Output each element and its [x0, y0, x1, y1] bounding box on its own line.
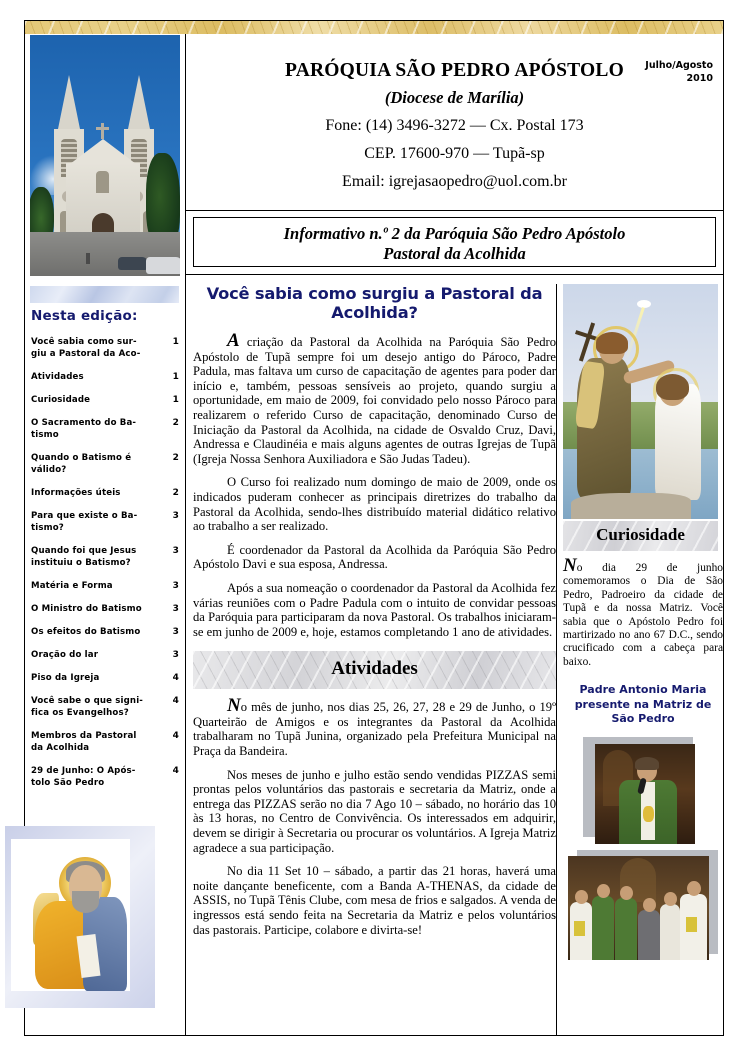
- left-spire: [58, 75, 80, 129]
- toc-header-band: [30, 286, 179, 303]
- toc-heading: Nesta edição:: [31, 308, 138, 324]
- jesus-hair: [656, 374, 689, 400]
- facade-cross-post: [101, 123, 104, 139]
- toc-entry[interactable]: [31, 626, 181, 638]
- group-photo: [563, 850, 718, 962]
- curiosidade-paragraph: [563, 555, 723, 669]
- dropcap-a: A: [227, 330, 240, 351]
- issue-month: Julho/Agosto: [645, 60, 713, 71]
- masthead: [186, 34, 723, 207]
- toc-entry-label: Quando foi que Jesus instituiu o Batismo?: [31, 546, 137, 568]
- article-title: Você sabia como surgiu a Pastoral da Acolhida?: [206, 284, 543, 322]
- toc-entry[interactable]: [31, 417, 181, 441]
- atividades-paragraph-1: [193, 695, 556, 759]
- ihs-emblem: [643, 806, 654, 822]
- toc-entry[interactable]: [31, 510, 181, 534]
- person-1-head: [575, 890, 588, 904]
- atividades-paragraph-3: No dia 11 Set 10 – sábado, a partir das 21 horas, haverá uma noite dançante beneficente, com a Banda A-THENAS, da cidade de ASSIS, no Tupã Tênis Clube, com mesa de frios e salgados. A venda de ingressos está sendo feita na Secretaria da Matriz e pelos voluntários das pastorais. Participe, colabore e divirta-se!: [193, 864, 556, 937]
- contact-cep-line: CEP. 17600-970 — Tupã-sp: [364, 145, 545, 162]
- toc-entry-label: Quando o Batismo é válido?: [31, 453, 132, 475]
- main-column: [193, 284, 556, 946]
- toc-entry[interactable]: [31, 730, 181, 754]
- photo-caption: Padre Antonio Maria presente na Matriz de São Pedro: [574, 683, 712, 726]
- priest-photo: [563, 737, 718, 844]
- toc-entry-label: Oração do lar: [31, 650, 99, 660]
- person-5-head: [664, 892, 677, 906]
- toc-entry[interactable]: [31, 695, 181, 719]
- group-photo-image: [568, 856, 709, 960]
- toc-entry-page: 2: [172, 488, 179, 498]
- toc-entry-page: 3: [172, 627, 179, 637]
- toc-entry-page: 1: [172, 372, 179, 382]
- saint-peter-photo: [5, 826, 155, 1008]
- riverbank-rock: [571, 493, 691, 519]
- section-title-atividades: Atividades: [331, 658, 418, 680]
- toc-entry-page: 3: [172, 604, 179, 614]
- issue-banner-line2: Pastoral da Acolhida: [383, 244, 526, 263]
- person-6-head: [687, 881, 701, 896]
- toc-entry-label: O Ministro do Batismo: [31, 604, 142, 614]
- toc-entry-page: 1: [172, 395, 179, 405]
- toc-entry-label: Informações úteis: [31, 488, 121, 498]
- toc-entry-page: 4: [172, 731, 179, 741]
- masthead-rule: [186, 210, 723, 211]
- shirt-logo-2: [686, 917, 697, 932]
- priest-hair: [635, 757, 659, 770]
- toc-entry-page: 4: [172, 696, 179, 706]
- right-column-divider: [556, 284, 557, 1035]
- toc-entry-page: 3: [172, 581, 179, 591]
- toc-entry[interactable]: [31, 672, 181, 684]
- toc-entry-page: 3: [172, 511, 179, 521]
- shirt-logo-1: [574, 921, 585, 936]
- car-white: [146, 257, 180, 274]
- dropcap-n-curiosidade: N: [563, 555, 577, 576]
- toc-entry[interactable]: [31, 649, 181, 661]
- article-paragraph-1-text: criação da Pastoral da Acolhida na Paróquia São Pedro Apóstolo de Tupã sempre foi um desejo antigo do Pároco, Padre Padula, mas faltava um curso de capacitação de agentes para poder dar início e, também, pessoas sensíveis ao projeto, quando surgiu a oportunidade, em maio de 2009, foi convidado pelo nosso Pároco para realizarem o referido Curso de capacitação, denominado Curso de Iniciação da Pastoral da Acolhida, na cidade de Osvaldo Cruz, Davi, Andressa e Claudinéia e mais alguns agentes de outras Igrejas de Tupã (Igreja Nossa Senhora Auxiliadora e São Judas Tadeu).: [193, 335, 556, 466]
- toc-entry-label: Piso da Igreja: [31, 673, 100, 683]
- person-3-head: [620, 886, 633, 900]
- toc-entry-label: O Sacramento do Ba- tismo: [31, 418, 137, 440]
- right-spire: [128, 75, 150, 129]
- toc-entry-label: Matéria e Forma: [31, 581, 113, 591]
- person-4-head: [643, 898, 656, 912]
- issue-date: [645, 59, 713, 85]
- church-photo: [30, 35, 180, 276]
- toc-entry-label: Você sabe o que signi- fica os Evangelhos?: [31, 696, 144, 718]
- section-header-curiosidade: [563, 521, 718, 551]
- contact-phone-line: Fone: (14) 3496-3272 — Cx. Postal 173: [325, 117, 584, 134]
- section-header-atividades: [193, 651, 556, 689]
- toc-entry-page: 1: [172, 337, 179, 347]
- issue-year: 2010: [686, 73, 713, 84]
- toc-entry[interactable]: [31, 580, 181, 592]
- parish-title: PARÓQUIA SÃO PEDRO APÓSTOLO: [285, 60, 624, 81]
- section-title-curiosidade: Curiosidade: [596, 525, 685, 544]
- priest-photo-image: [595, 744, 695, 844]
- toc-entry-label: Você sabia como sur- giu a Pastoral da Aco-: [31, 337, 141, 359]
- person-2-head: [597, 884, 610, 898]
- toc-list: [31, 336, 181, 800]
- article-paragraph-3: É coordenador da Pastoral da Acolhida da Paróquia São Pedro Apóstolo Davi e sua esposa, Andressa.: [193, 542, 556, 572]
- toc-entry-label: Curiosidade: [31, 395, 91, 405]
- toc-entry[interactable]: [31, 452, 181, 476]
- curiosidade-paragraph-text: o dia 29 de junho comemoramos o Dia de São Pedro, Padroeiro da cidade de Tupã e da nossa Matriz. Você sabia que o Apóstolo Pedro foi martirizado no ano 67 D.C., sendo crucificado com a cabeça para baixo.: [563, 562, 723, 668]
- john-hair: [596, 332, 628, 354]
- toc-entry-page: 4: [172, 766, 179, 776]
- toc-entry[interactable]: [31, 394, 181, 406]
- toc-entry-label: Para que existe o Ba- tismo?: [31, 511, 138, 533]
- saint-peter-icon-image: [11, 839, 130, 991]
- banner-rule: [186, 274, 723, 275]
- toc-entry[interactable]: [31, 371, 181, 383]
- dropcap-n: N: [227, 695, 241, 717]
- facade-cross-arm: [96, 127, 109, 130]
- issue-banner-line1: Informativo n.º 2 da Paróquia São Pedro Apóstolo: [283, 224, 626, 243]
- car-dark: [118, 257, 148, 270]
- issue-banner-text: [194, 224, 715, 264]
- atividades-paragraph-2: Nos meses de junho e julho estão sendo vendidas PIZZAS semi prontas pelos voluntários das pastorais e secretaria da Matriz, onde a entrega das PIZZAS serão no dia 7 Ago 10 – sábado, no horário das 10 às 13 horas, no Centro de Convivência. Os interessados em adquirir, devem se dirigir à Secretaria ou procurar os voluntários. A Igreja Matriz agradece a sua participação.: [193, 767, 556, 855]
- toc-entry[interactable]: [31, 603, 181, 615]
- facade-window: [96, 171, 109, 193]
- article-paragraph-2: O Curso foi realizado num domingo de maio de 2009, onde os indicados puderam conhecer as principais diretrizes do trabalho da Pastoral da Acolhida, sendo-lhes distribuído material didático relativo ao trabalho a ser realizado.: [193, 475, 556, 534]
- atividades-paragraph-1-text: o mês de junho, nos dias 25, 26, 27, 28 e 29 de Junho, o 19º Quarteirão de Amigos e os integrantes da Pastoral da Acolhida trabalharam no Tupã Junina, organizado pela Prefeitura Municipal na Praça da Bandeira.: [193, 700, 556, 759]
- toc-entry[interactable]: [31, 765, 181, 789]
- right-column: [563, 284, 723, 962]
- toc-entry-label: Atividades: [31, 372, 84, 382]
- toc-entry-label: Membros da Pastoral da Acolhida: [31, 731, 137, 753]
- person-4: [638, 910, 660, 960]
- toc-entry-page: 2: [172, 453, 179, 463]
- toc-entry[interactable]: [31, 336, 181, 360]
- person-figure: [86, 253, 90, 264]
- article-paragraph-4: Após a sua nomeação o coordenador da Pastoral da Acolhida fez várias reuniões com o Padre Padula com o intuito de convidar pessoas da Paróquia para participaram da nova Pastoral. Os trabalhos iniciaram-se em junho de 2009 e, hoje, estamos completando 1 ano de atividades.: [193, 580, 556, 639]
- person-3: [615, 898, 637, 960]
- person-5: [660, 904, 680, 960]
- issue-banner: [193, 217, 716, 267]
- toc-entry-page: 4: [172, 673, 179, 683]
- baptism-image: [563, 284, 718, 519]
- beard: [72, 891, 99, 913]
- toc-entry[interactable]: [31, 545, 181, 569]
- toc-entry-page: 3: [172, 650, 179, 660]
- diocese-subtitle: (Diocese de Marília): [384, 88, 525, 107]
- gold-decorative-band: [25, 21, 723, 34]
- contact-email-line: Email: igrejasaopedro@uol.com.br: [342, 173, 567, 190]
- toc-entry[interactable]: [31, 487, 181, 499]
- toc-entry-page: 3: [172, 546, 179, 556]
- article-paragraph-1: [193, 330, 556, 466]
- toc-entry-page: 2: [172, 418, 179, 428]
- person-2: [592, 896, 614, 960]
- toc-entry-label: Os efeitos do Batismo: [31, 627, 141, 637]
- toc-entry-label: 29 de Junho: O Após- tolo São Pedro: [31, 766, 136, 788]
